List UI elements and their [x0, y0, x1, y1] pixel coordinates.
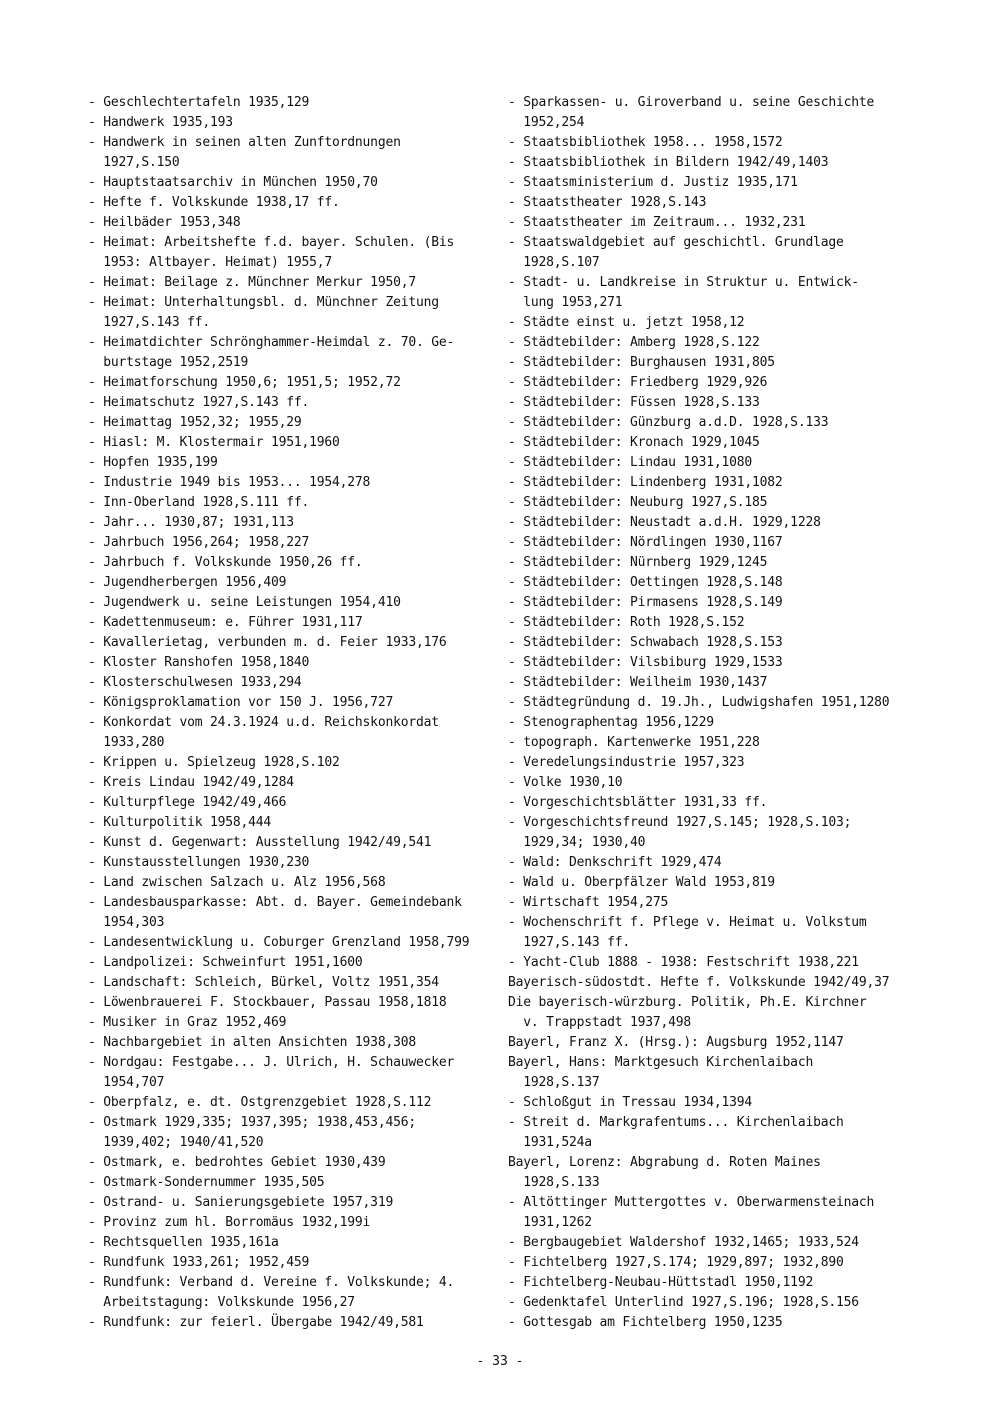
index-entry-line: - Städtebilder: Vilsbiburg 1929,1533 [508, 655, 783, 670]
index-entry-line: - Krippen u. Spielzeug 1928,S.102 [88, 755, 340, 770]
index-entry-line: - Löwenbrauerei F. Stockbauer, Passau 1958,1818 [88, 995, 447, 1010]
index-entry-line: Arbeitstagung: Volkskunde 1956,27 [88, 1295, 355, 1310]
index-entry-line: - Inn-Oberland 1928,S.111 ff. [88, 495, 310, 510]
index-entry-line: - Heimat: Arbeitshefte f.d. bayer. Schulen. (Bis [88, 235, 455, 250]
index-entry-line: - Heimat: Beilage z. Münchner Merkur 1950,7 [88, 275, 416, 290]
index-entry-line: - Staatsministerium d. Justiz 1935,171 [508, 175, 798, 190]
index-entry-line: - Streit d. Markgrafentums... Kirchenlaibach [508, 1115, 844, 1130]
index-entry-line: - Städtebilder: Kronach 1929,1045 [508, 435, 760, 450]
index-entry-line: - Landschaft: Schleich, Bürkel, Voltz 1951,354 [88, 975, 439, 990]
index-entry-line: - Städtebilder: Neustadt a.d.H. 1929,1228 [508, 515, 821, 530]
index-entry-line: - Landesentwicklung u. Coburger Grenzland 1958,799 [88, 935, 470, 950]
index-entry-line: - Heimatschutz 1927,S.143 ff. [88, 395, 310, 410]
index-entry-line: - Heimatdichter Schrönghammer-Heimdal z. 70. Ge- [88, 335, 455, 350]
page-number: - 33 - [476, 1354, 524, 1369]
index-entry-line: Bayerl, Hans: Marktgesuch Kirchenlaibach [508, 1055, 814, 1070]
index-entry-line: - Städtebilder: Nördlingen 1930,1167 [508, 535, 783, 550]
index-entry-line: - Gedenktafel Unterlind 1927,S.196; 1928,S.156 [508, 1295, 859, 1310]
index-entry-line: - Wald: Denkschrift 1929,474 [508, 855, 722, 870]
index-entry-line: 1931,1262 [508, 1215, 592, 1230]
index-entry-line: 1927,S.143 ff. [508, 935, 631, 950]
index-entry-line: - Hauptstaatsarchiv in München 1950,70 [88, 175, 378, 190]
index-entry-line: - Städtebilder: Schwabach 1928,S.153 [508, 635, 783, 650]
index-entry-line: - Heilbäder 1953,348 [88, 215, 241, 230]
index-entry-line: - Staatstheater 1928,S.143 [508, 195, 707, 210]
index-entry-line: Die bayerisch-würzburg. Politik, Ph.E. Kirchner [508, 995, 867, 1010]
index-entry-line: - Landesbausparkasse: Abt. d. Bayer. Gemeindebank [88, 895, 462, 910]
index-entry-line: - Industrie 1949 bis 1953... 1954,278 [88, 475, 371, 490]
index-entry-line: - Ostrand- u. Sanierungsgebiete 1957,319 [88, 1195, 394, 1210]
index-entry-line: - Ostmark-Sondernummer 1935,505 [88, 1175, 325, 1190]
index-entry-line: 1929,34; 1930,40 [508, 835, 646, 850]
index-entry-line: - Rundfunk 1933,261; 1952,459 [88, 1255, 310, 1270]
index-entry-line: - Altöttinger Muttergottes v. Oberwarmensteinach [508, 1195, 875, 1210]
index-entry-line: - Städtebilder: Roth 1928,S.152 [508, 615, 745, 630]
index-entry-line: - Städtebilder: Amberg 1928,S.122 [508, 335, 760, 350]
index-entry-line: - Städtegründung d. 19.Jh., Ludwigshafen 1951,1280 [508, 695, 890, 710]
index-entry-line: - Konkordat vom 24.3.1924 u.d. Reichskonkordat [88, 715, 439, 730]
index-entry-line: - Handwerk in seinen alten Zunftordnungen [88, 135, 401, 150]
index-entry-line: 1931,524a [508, 1135, 592, 1150]
index-entry-line: - Klosterschulwesen 1933,294 [88, 675, 302, 690]
index-entry-line: - Land zwischen Salzach u. Alz 1956,568 [88, 875, 386, 890]
index-entry-line: - Gottesgab am Fichtelberg 1950,1235 [508, 1315, 783, 1330]
index-entry-line: - Königsproklamation vor 150 J. 1956,727 [88, 695, 394, 710]
index-entry-line: - Jahr... 1930,87; 1931,113 [88, 515, 294, 530]
index-entry-line: - Vorgeschichtsfreund 1927,S.145; 1928,S.103; [508, 815, 852, 830]
index-entry-line: lung 1953,271 [508, 295, 623, 310]
index-entry-line: - Heimat: Unterhaltungsbl. d. Münchner Zeitung [88, 295, 439, 310]
index-entry-line: - Sparkassen- u. Giroverband u. seine Geschichte [508, 95, 875, 110]
index-entry-line: - Rundfunk: Verband d. Vereine f. Volkskunde; 4. [88, 1275, 455, 1290]
index-entry-line: - Städtebilder: Neuburg 1927,S.185 [508, 495, 768, 510]
index-entry-line: - Städtebilder: Lindenberg 1931,1082 [508, 475, 783, 490]
index-entry-line: v. Trappstadt 1937,498 [508, 1015, 692, 1030]
index-entry-line: - Heimatforschung 1950,6; 1951,5; 1952,72 [88, 375, 401, 390]
index-entry-line: 1927,S.143 ff. [88, 315, 211, 330]
index-entry-line: - Hefte f. Volkskunde 1938,17 ff. [88, 195, 340, 210]
left-column [88, 93, 493, 1333]
index-entry-line: - Stadt- u. Landkreise in Struktur u. Entwick- [508, 275, 859, 290]
index-entry-line: 1954,707 [88, 1075, 165, 1090]
index-entry-line: 1928,S.137 [508, 1075, 600, 1090]
index-entry-line: - Volke 1930,10 [508, 775, 623, 790]
index-entry-line: - Kulturpolitik 1958,444 [88, 815, 272, 830]
index-entry-line: - Kunstausstellungen 1930,230 [88, 855, 310, 870]
right-column [508, 93, 928, 1333]
index-entry-line: - Wald u. Oberpfälzer Wald 1953,819 [508, 875, 775, 890]
index-entry-line: - Städtebilder: Oettingen 1928,S.148 [508, 575, 783, 590]
index-entry-line: - Städtebilder: Friedberg 1929,926 [508, 375, 768, 390]
index-entry-line: - Städtebilder: Weilheim 1930,1437 [508, 675, 768, 690]
index-entry-line: Bayerisch-südostdt. Hefte f. Volkskunde 1942/49,37 [508, 975, 890, 990]
index-entry-line: - Heimattag 1952,32; 1955,29 [88, 415, 302, 430]
index-entry-line: - Fichtelberg-Neubau-Hüttstadl 1950,1192 [508, 1275, 814, 1290]
index-entry-line: - Jahrbuch f. Volkskunde 1950,26 ff. [88, 555, 363, 570]
index-entry-line: - Kadettenmuseum: e. Führer 1931,117 [88, 615, 363, 630]
index-entry-line: - topograph. Kartenwerke 1951,228 [508, 735, 760, 750]
index-entry-line: 1927,S.150 [88, 155, 180, 170]
index-entry-line: - Veredelungsindustrie 1957,323 [508, 755, 745, 770]
index-entry-line: - Rechtsquellen 1935,161a [88, 1235, 279, 1250]
index-entry-line: - Hiasl: M. Klostermair 1951,1960 [88, 435, 340, 450]
index-entry-line: - Oberpfalz, e. dt. Ostgrenzgebiet 1928,S.112 [88, 1095, 432, 1110]
index-entry-line: - Landpolizei: Schweinfurt 1951,1600 [88, 955, 363, 970]
index-entry-line: Bayerl, Franz X. (Hrsg.): Augsburg 1952,1147 [508, 1035, 844, 1050]
index-entry-line: - Nachbargebiet in alten Ansichten 1938,308 [88, 1035, 416, 1050]
index-entry-line: - Rundfunk: zur feierl. Übergabe 1942/49,581 [88, 1315, 424, 1330]
index-entry-line: - Staatswaldgebiet auf geschichtl. Grundlage [508, 235, 844, 250]
index-entry-line: - Staatsbibliothek in Bildern 1942/49,1403 [508, 155, 829, 170]
index-entry-line: - Hopfen 1935,199 [88, 455, 218, 470]
index-entry-line: - Staatstheater im Zeitraum... 1932,231 [508, 215, 806, 230]
index-entry-line: burtstage 1952,2519 [88, 355, 249, 370]
index-entry-line: - Wochenschrift f. Pflege v. Heimat u. Volkstum [508, 915, 867, 930]
index-entry-line: - Vorgeschichtsblätter 1931,33 ff. [508, 795, 768, 810]
index-entry-line: - Geschlechtertafeln 1935,129 [88, 95, 310, 110]
index-entry-line: 1953: Altbayer. Heimat) 1955,7 [88, 255, 333, 270]
index-entry-line: 1939,402; 1940/41,520 [88, 1135, 264, 1150]
index-entry-line: - Wirtschaft 1954,275 [508, 895, 669, 910]
index-entry-line: - Yacht-Club 1888 - 1938: Festschrift 1938,221 [508, 955, 859, 970]
index-entry-line: - Nordgau: Festgabe... J. Ulrich, H. Schauwecker [88, 1055, 455, 1070]
index-entry-line: - Provinz zum hl. Borromäus 1932,199i [88, 1215, 371, 1230]
index-entry-line: Bayerl, Lorenz: Abgrabung d. Roten Maines [508, 1155, 821, 1170]
index-entry-line: 1928,S.133 [508, 1175, 600, 1190]
index-entry-line: - Städtebilder: Günzburg a.d.D. 1928,S.133 [508, 415, 829, 430]
index-entry-line: - Handwerk 1935,193 [88, 115, 233, 130]
index-entry-line: - Jugendherbergen 1956,409 [88, 575, 287, 590]
index-entry-line: 1954,303 [88, 915, 165, 930]
index-entry-line: 1928,S.107 [508, 255, 600, 270]
index-entry-line: - Städtebilder: Füssen 1928,S.133 [508, 395, 760, 410]
index-entry-line: - Städtebilder: Pirmasens 1928,S.149 [508, 595, 783, 610]
index-entry-line: - Städte einst u. jetzt 1958,12 [508, 315, 745, 330]
index-entry-line: - Städtebilder: Lindau 1931,1080 [508, 455, 753, 470]
index-entry-line: - Kreis Lindau 1942/49,1284 [88, 775, 294, 790]
index-entry-line: - Schloßgut in Tressau 1934,1394 [508, 1095, 753, 1110]
index-entry-line: - Staatsbibliothek 1958... 1958,1572 [508, 135, 783, 150]
index-entry-line: - Musiker in Graz 1952,469 [88, 1015, 287, 1030]
index-entry-line: 1933,280 [88, 735, 165, 750]
index-entry-line: 1952,254 [508, 115, 585, 130]
index-entry-line: - Städtebilder: Nürnberg 1929,1245 [508, 555, 768, 570]
index-entry-line: - Fichtelberg 1927,S.174; 1929,897; 1932,890 [508, 1255, 844, 1270]
index-entry-line: - Stenographentag 1956,1229 [508, 715, 714, 730]
index-entry-line: - Kulturpflege 1942/49,466 [88, 795, 287, 810]
index-entry-line: - Städtebilder: Burghausen 1931,805 [508, 355, 775, 370]
index-entry-line: - Ostmark, e. bedrohtes Gebiet 1930,439 [88, 1155, 386, 1170]
index-entry-line: - Jahrbuch 1956,264; 1958,227 [88, 535, 310, 550]
index-entry-line: - Ostmark 1929,335; 1937,395; 1938,453,456; [88, 1115, 416, 1130]
index-entry-line: - Jugendwerk u. seine Leistungen 1954,410 [88, 595, 401, 610]
index-entry-line: - Kunst d. Gegenwart: Ausstellung 1942/49,541 [88, 835, 432, 850]
index-entry-line: - Kloster Ranshofen 1958,1840 [88, 655, 310, 670]
index-entry-line: - Kavallerietag, verbunden m. d. Feier 1933,176 [88, 635, 447, 650]
index-entry-line: - Bergbaugebiet Waldershof 1932,1465; 1933,524 [508, 1235, 859, 1250]
